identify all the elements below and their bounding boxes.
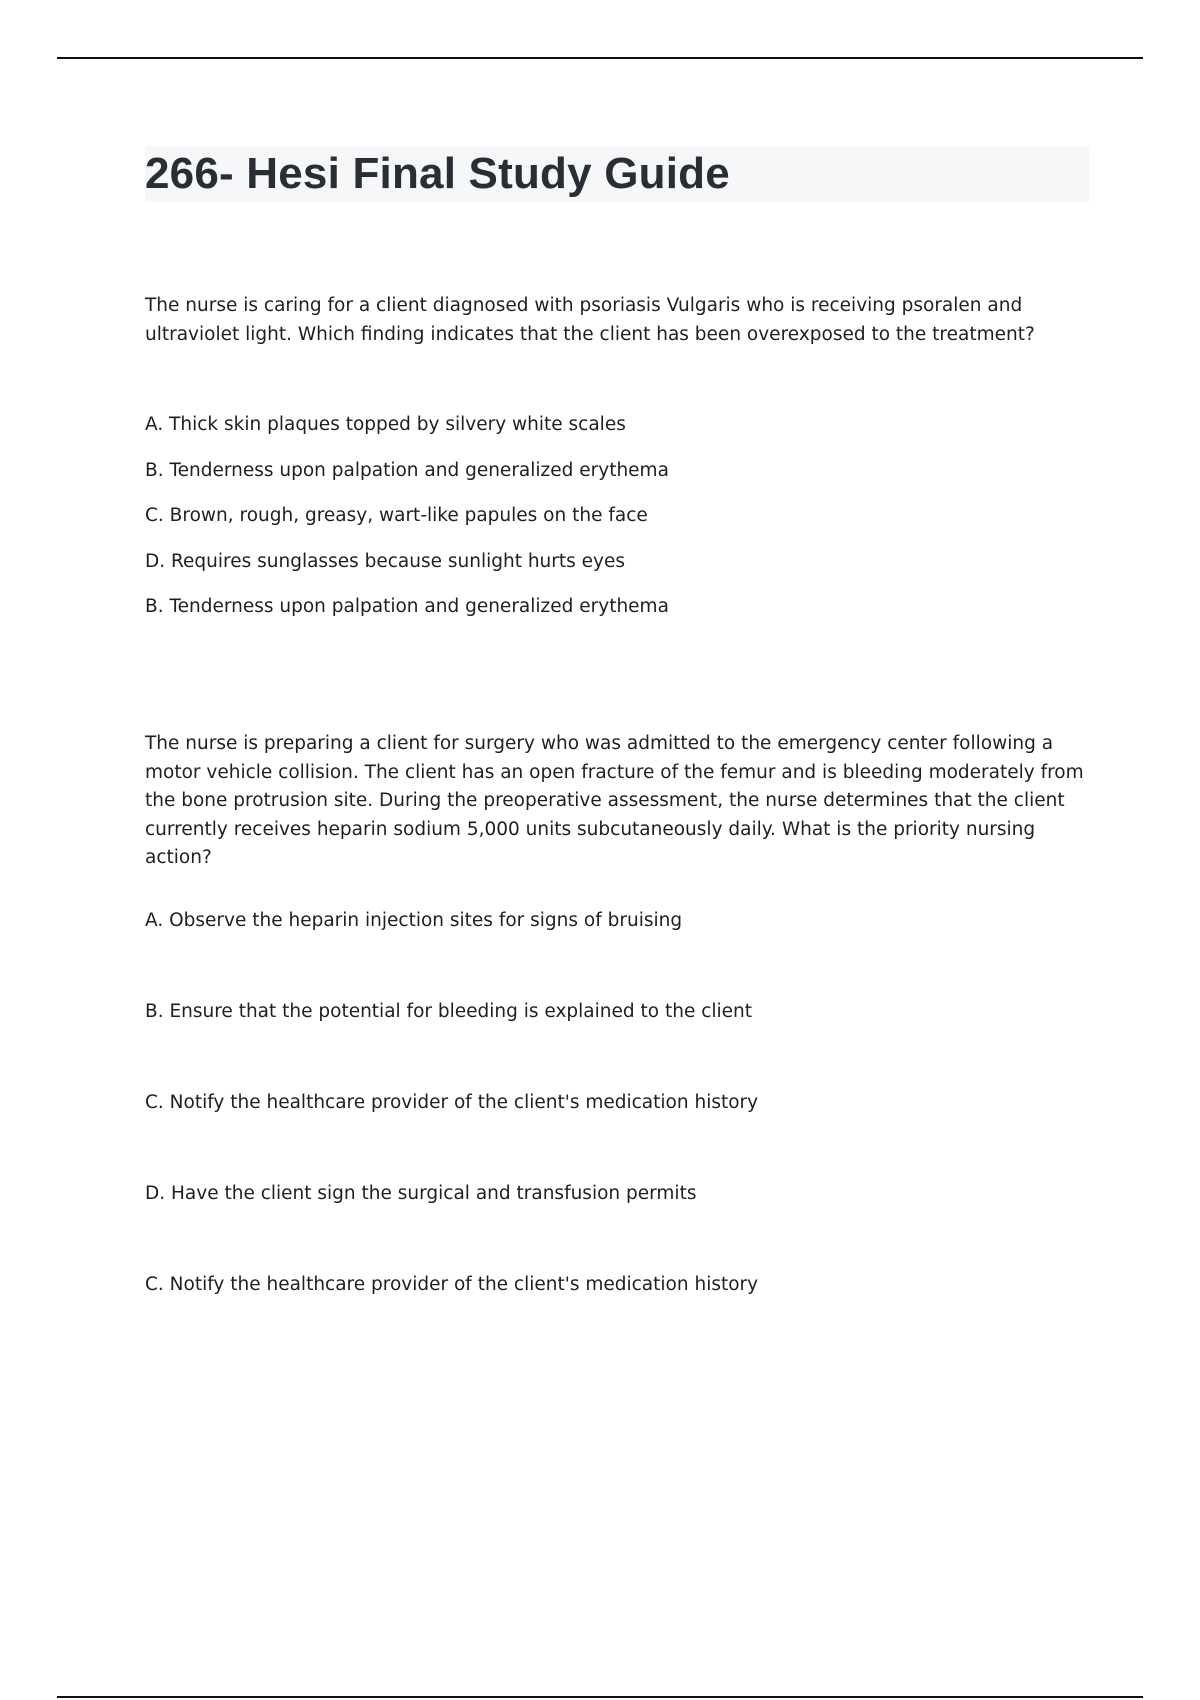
question-1-option-c: C. Brown, rough, greasy, wart-like papules on the face [145,505,648,526]
question-2-option-a: A. Observe the heparin injection sites for signs of bruising [145,910,683,931]
question-1-option-a: A. Thick skin plaques topped by silvery white scales [145,414,626,435]
top-divider [57,57,1143,59]
question-2-option-c: C. Notify the healthcare provider of the client's medication history [145,1092,759,1113]
question-1-text: The nurse is caring for a client diagnosed with psoriasis Vulgaris who is receiving psoralen and ultraviolet light. Which finding indicates that the client has been overexposed to the treatment? [145,295,1035,345]
page-title: 266- Hesi Final Study Guide [145,149,730,198]
question-2-answer: C. Notify the healthcare provider of the client's medication history [145,1274,759,1295]
question-2-option-b: B. Ensure that the potential for bleeding is explained to the client [145,1001,753,1022]
question-1-option-b: B. Tenderness upon palpation and generalized erythema [145,460,669,481]
question-1-answer: B. Tenderness upon palpation and generalized erythema [145,596,669,617]
question-2-text: The nurse is preparing a client for surgery who was admitted to the emergency center following a motor vehicle collision. The client has an open fracture of the femur and is bleeding moderately from the bone protrusion site. During the preoperative assessment, the nurse determines that the client currently receives heparin sodium 5,000 units subcutaneously daily. What is the priority nursing action? [145,733,1084,868]
bottom-divider [57,1696,1143,1698]
question-2-option-d: D. Have the client sign the surgical and transfusion permits [145,1183,697,1204]
question-1-option-d: D. Requires sunglasses because sunlight hurts eyes [145,551,626,572]
